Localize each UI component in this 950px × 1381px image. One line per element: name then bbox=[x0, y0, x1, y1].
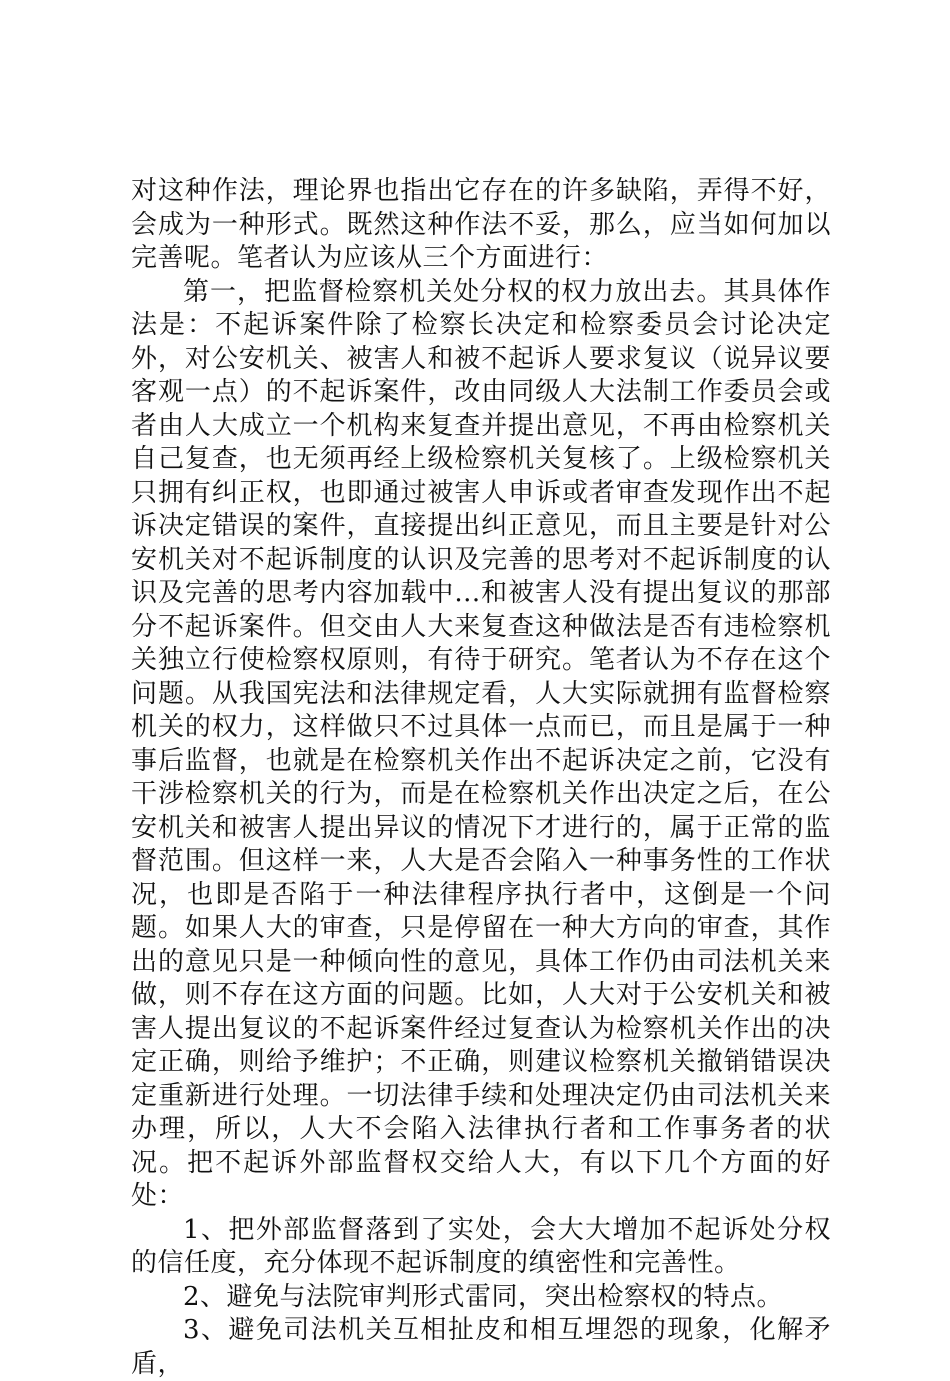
paragraph-benefit-3: 3、避免司法机关互相扯皮和相互埋怨的现象，化解矛盾， bbox=[131, 1315, 831, 1379]
paragraph-first-point: 第一，把监督检察机关处分权的权力放出去。其具体作法是：不起诉案件除了检察长决定和检察委员会讨论决定外，对公安机关、被害人和被不起诉人要求复议（说异议要客观一点）的不起诉案件，改由同级人大法制工作委员会或者由人大成立一个机构来复查并提出意见，不再由检察机关自己复查，也无须再经上级检察机关复核了。上级检察机关只拥有纠正权，也即通过被害人申诉或者审查发现作出不起诉决定错误的案件，直接提出纠正意见，而且主要是针对公安机关对不起诉制度的认识及完善的思考对不起诉制度的认识及完善的思考内容加载中...和被害人没有提出复议的那部分不起诉案件。但交由人大来复查这种做法是否有违检察机关独立行使检察权原则，有待于研究。笔者认为不存在这个问题。从我国宪法和法律规定看，人大实际就拥有监督检察机关的权力，这样做只不过具体一点而已，而且是属于一种事后监督，也就是在检察机关作出不起诉决定之前，它没有干涉检察机关的行为，而是在检察机关作出决定之后，在公安机关和被害人提出异议的情况下才进行的，属于正常的监督范围。但这样一来，人大是否会陷入一种事务性的工作状况，也即是否陷于一种法律程序执行者中，这倒是一个问题。如果人大的审查，只是停留在一种大方向的审查，其作出的意见只是一种倾向性的意见，具体工作仍由司法机关来做，则不存在这方面的问题。比如，人大对于公安机关和被害人提出复议的不起诉案件经过复查认为检察机关作出的决定正确，则给予维护；不正确，则建议检察机关撤销错误决定重新进行处理。一切法律手续和处理决定仍由司法机关来办理，所以，人大不会陷入法律执行者和工作事务者的状况。把不起诉外部监督权交给人大，有以下几个方面的好处： bbox=[131, 276, 831, 1211]
paragraph-benefit-1: 1、把外部监督落到了实处，会大大增加不起诉处分权的信任度，充分体现不起诉制度的缜密性和完善性。 bbox=[131, 1214, 831, 1278]
paragraph-intro: 对这种作法，理论界也指出它存在的许多缺陷，弄得不好，会成为一种形式。既然这种作法不妥，那么，应当如何加以完善呢。笔者认为应该从三个方面进行： bbox=[131, 176, 831, 273]
paragraph-benefit-2: 2、避免与法院审判形式雷同，突出检察权的特点。 bbox=[183, 1281, 784, 1312]
document-body bbox=[131, 175, 831, 1381]
